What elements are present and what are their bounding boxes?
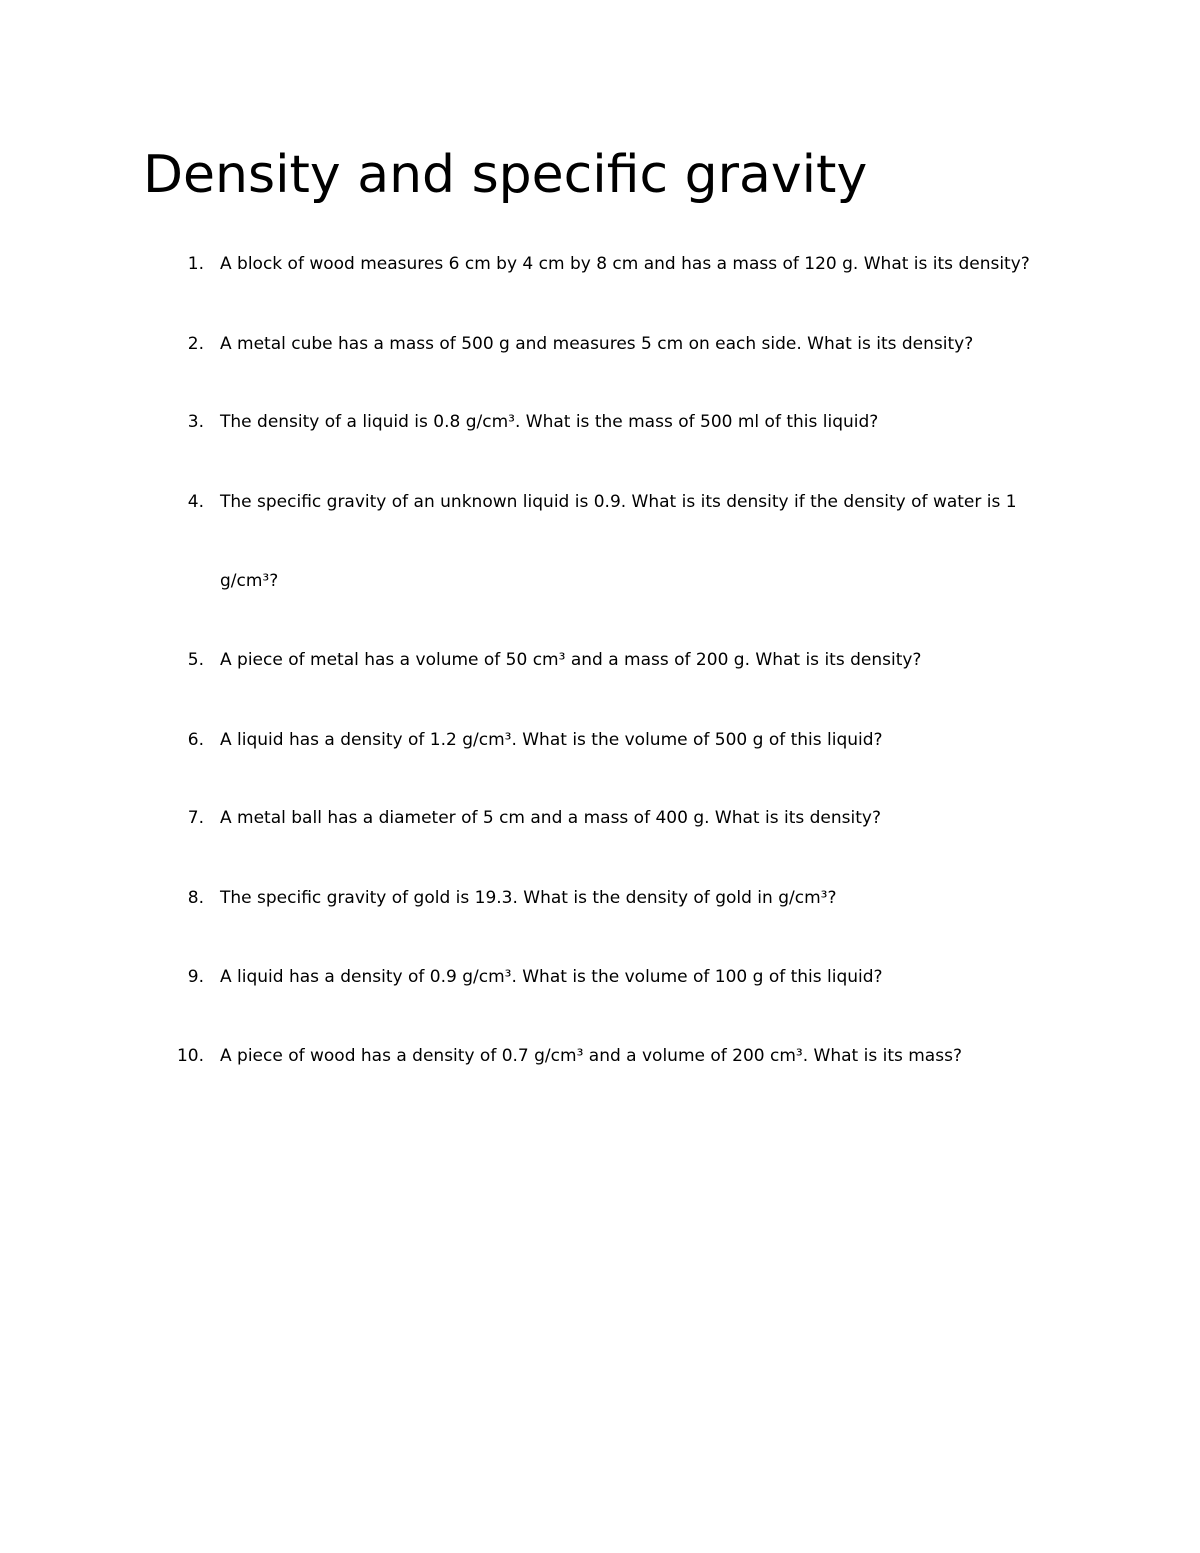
question-number: 5. [187, 650, 204, 670]
question-number: 1. [187, 254, 204, 274]
question-text: A liquid has a density of 0.9 g/cm³. What is the volume of 100 g of this liquid? [220, 967, 883, 987]
question-number: 8. [187, 888, 204, 908]
question-number: 6. [187, 730, 204, 750]
document-title: Density and specific gravity [143, 145, 868, 205]
question-text: A piece of metal has a volume of 50 cm³ and a mass of 200 g. What is its density? [220, 650, 922, 670]
question-text-continuation: g/cm³? [220, 571, 279, 591]
question-text: A metal cube has a mass of 500 g and measures 5 cm on each side. What is its density? [220, 334, 974, 354]
question-text: The specific gravity of an unknown liquid is 0.9. What is its density if the density of water is 1 [220, 492, 1017, 512]
question-number: 2. [187, 334, 204, 354]
question-text: A piece of wood has a density of 0.7 g/cm³ and a volume of 200 cm³. What is its mass? [220, 1046, 962, 1066]
question-number: 4. [187, 492, 204, 512]
question-text: A block of wood measures 6 cm by 4 cm by 8 cm and has a mass of 120 g. What is its density? [220, 254, 1030, 274]
question-text: A liquid has a density of 1.2 g/cm³. What is the volume of 500 g of this liquid? [220, 730, 883, 750]
question-number: 7. [187, 808, 204, 828]
question-text: A metal ball has a diameter of 5 cm and a mass of 400 g. What is its density? [220, 808, 881, 828]
question-number: 3. [187, 412, 204, 432]
question-text: The specific gravity of gold is 19.3. What is the density of gold in g/cm³? [220, 888, 837, 908]
question-text: The density of a liquid is 0.8 g/cm³. What is the mass of 500 ml of this liquid? [220, 412, 879, 432]
question-number: 10. [176, 1046, 204, 1066]
question-number: 9. [187, 967, 204, 987]
